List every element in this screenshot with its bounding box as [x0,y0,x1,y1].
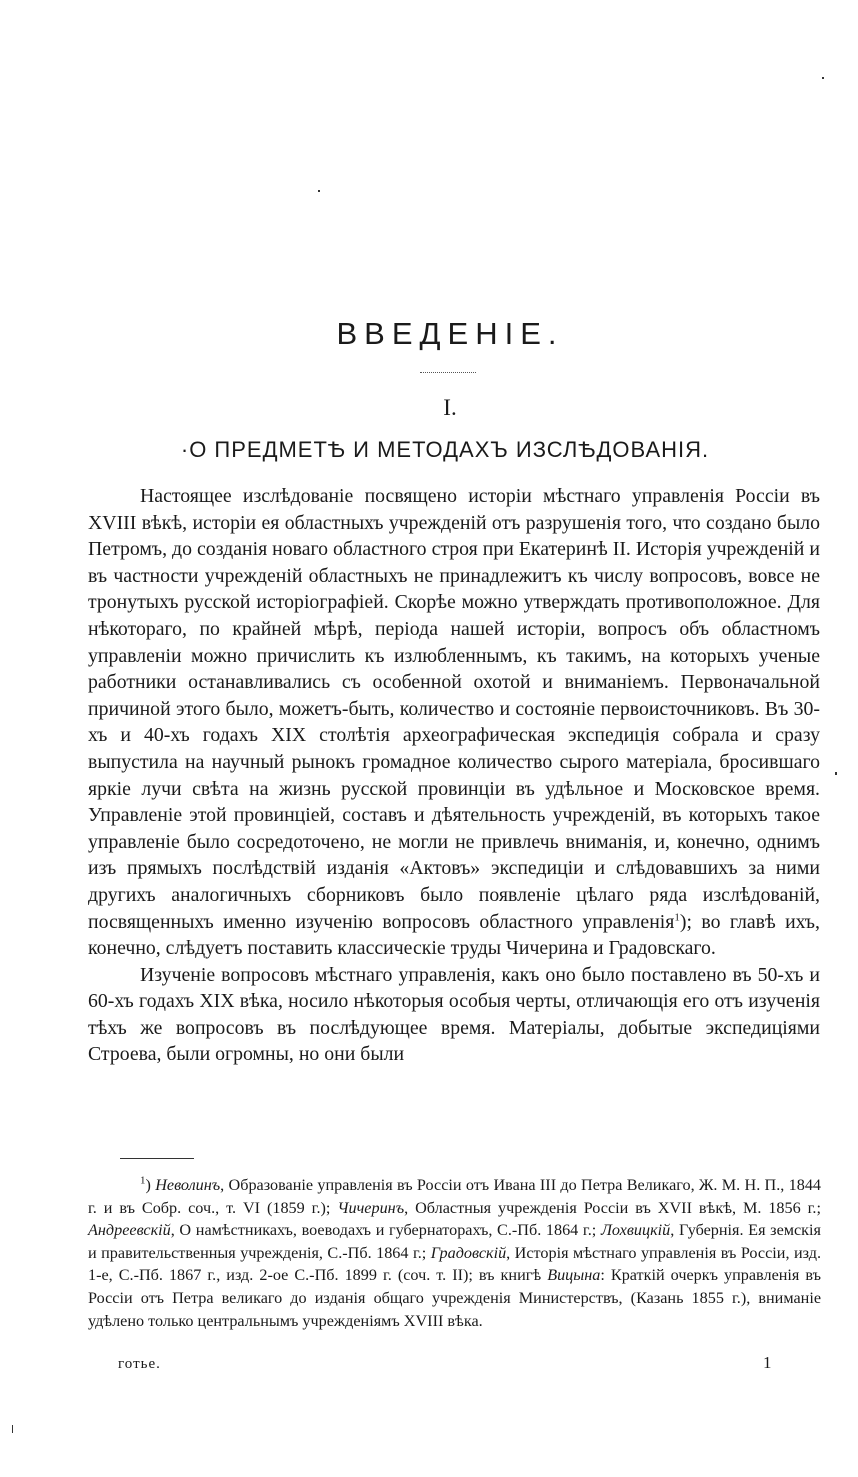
decorative-ornament [420,372,476,373]
footnote-text: , Образованіе управленія въ Россіи отъ Ивана III до Петра Великаго, Ж. М. Н. П., 1844 г. и въ Собр. соч., т. VI (1859 г.); [88,1176,822,1217]
printer-signature: готье. [118,1356,161,1372]
paragraph-2: Изученіе вопросовъ мѣстнаго управленія, какъ оно было поставлено въ 50-хъ и 60-хъ годахъ XIX вѣка, носило нѣкоторыя особыя черты, отличающія его отъ изученія тѣхъ же вопросовъ въ послѣдующее время. Матеріалы, добытые экспедиціями Строева, были огромны, но они были [88,963,820,1066]
section-title: ·О ПРЕДМЕТѢ И МЕТОДАХЪ ИЗСЛѢДОВАНІЯ. [180,437,710,462]
footnotes [88,1174,821,1332]
footnote-text: : Краткій очеркъ управленія въ Россіи отъ Петра великаго до изданія общаго учрежденія Министерствъ, (Казань 1855 г.), вниманіе удѣлено только центральнымъ учрежденіямъ XVIII вѣка. [88,1266,821,1330]
scan-speck [318,190,320,192]
footnote-author: Вицына [547,1266,601,1285]
body-text [88,483,820,1068]
footnote-author: Чичеринъ [337,1198,405,1217]
scan-speck [822,77,824,79]
footnote-reference: 1 [674,910,680,923]
footnote-1 [88,1174,821,1332]
footnote-author: Градовскій [430,1243,507,1262]
footnote-author: Лохвицкій [600,1221,671,1240]
footnote-text: ) [145,1176,156,1194]
footnote-text: , Губернія. Ея земскія и правительственныя учрежденія, С.-Пб. 1864 г.; [88,1221,821,1262]
page-title: ВВЕДЕНІЕ. [336,316,564,351]
footnote-author: Андреевскій [88,1221,171,1240]
footnote-text: , О намѣстникахъ, воеводахъ и губернаторахъ, С.-Пб. 1864 г.; [170,1221,601,1240]
scan-speck [835,772,837,775]
footnote-text: , Областныя учрежденія Россіи въ XVII вѣкѣ, М. 1856 г.; [404,1198,821,1217]
footnote-author: Неволинъ [155,1176,221,1194]
section-number: I. [443,395,457,420]
paragraph-1 [88,483,820,962]
footnote-mark: 1 [140,1174,146,1187]
footnote-body [88,1176,821,1330]
paragraph-1-text: Настоящее изслѣдованіе посвящено исторіи мѣстнаго управленія Россіи въ XVIII вѣкѣ, исторіи ея областныхъ учрежденій отъ разрушенія того, что создано было Петромъ, до созданія новаго областного строя при Екатеринѣ II. Исторія учрежденій и въ частности учрежденій областныхъ не принадлежитъ къ числу вопросовъ, вовсе не тронутыхъ русской исторіографіей. Скорѣе можно утверждать противоположное. Для нѣкотораго, по крайней мѣрѣ, періода нашей исторіи, вопросъ объ областномъ управленіи можно причислить къ излюбленнымъ, къ такимъ, на которыхъ ученые работники останавливались съ особенной охотой и вниманіемъ. Первоначальной причиной этого было, можетъ-быть, количество и состояніе первоисточниковъ. Въ 30-хъ и 40-хъ годахъ XIX столѣтія археографическая экспедиція собрала и сразу выпустила на научный рынокъ громадное количество сырого матеріала, бросившаго яркіе лучи свѣта на жизнь русской провинціи въ удѣльное и Московское время. Управленіе этой провинціей, составъ и дѣятельность учрежденій, въ которыхъ такое управленіе было сосредоточено, не могли не привлечь вниманія, и, конечно, однимъ изъ прямыхъ послѣдствій изданія «Актовъ» экспедиціи и слѣдовавшихъ за ними другихъ аналогичныхъ сборниковъ было появленіе цѣлаго ряда изслѣдованій, посвященныхъ именно изученію вопросовъ областного управленія [88,485,820,933]
footnote-divider [120,1158,194,1159]
paragraph-1-tail: ); во главѣ ихъ, конечно, слѣдуетъ поставить классическіе труды Чичерина и Градовскаго. [88,910,820,960]
footnote-text: , Исторія мѣстнаго управленія въ Россіи, изд. 1-е, С.-Пб. 1867 г., изд. 2-ое С.-Пб. 1899 г. (соч. т. II); въ книгѣ [88,1243,822,1285]
page-number: 1 [763,1353,772,1372]
scan-speck [12,1425,13,1433]
